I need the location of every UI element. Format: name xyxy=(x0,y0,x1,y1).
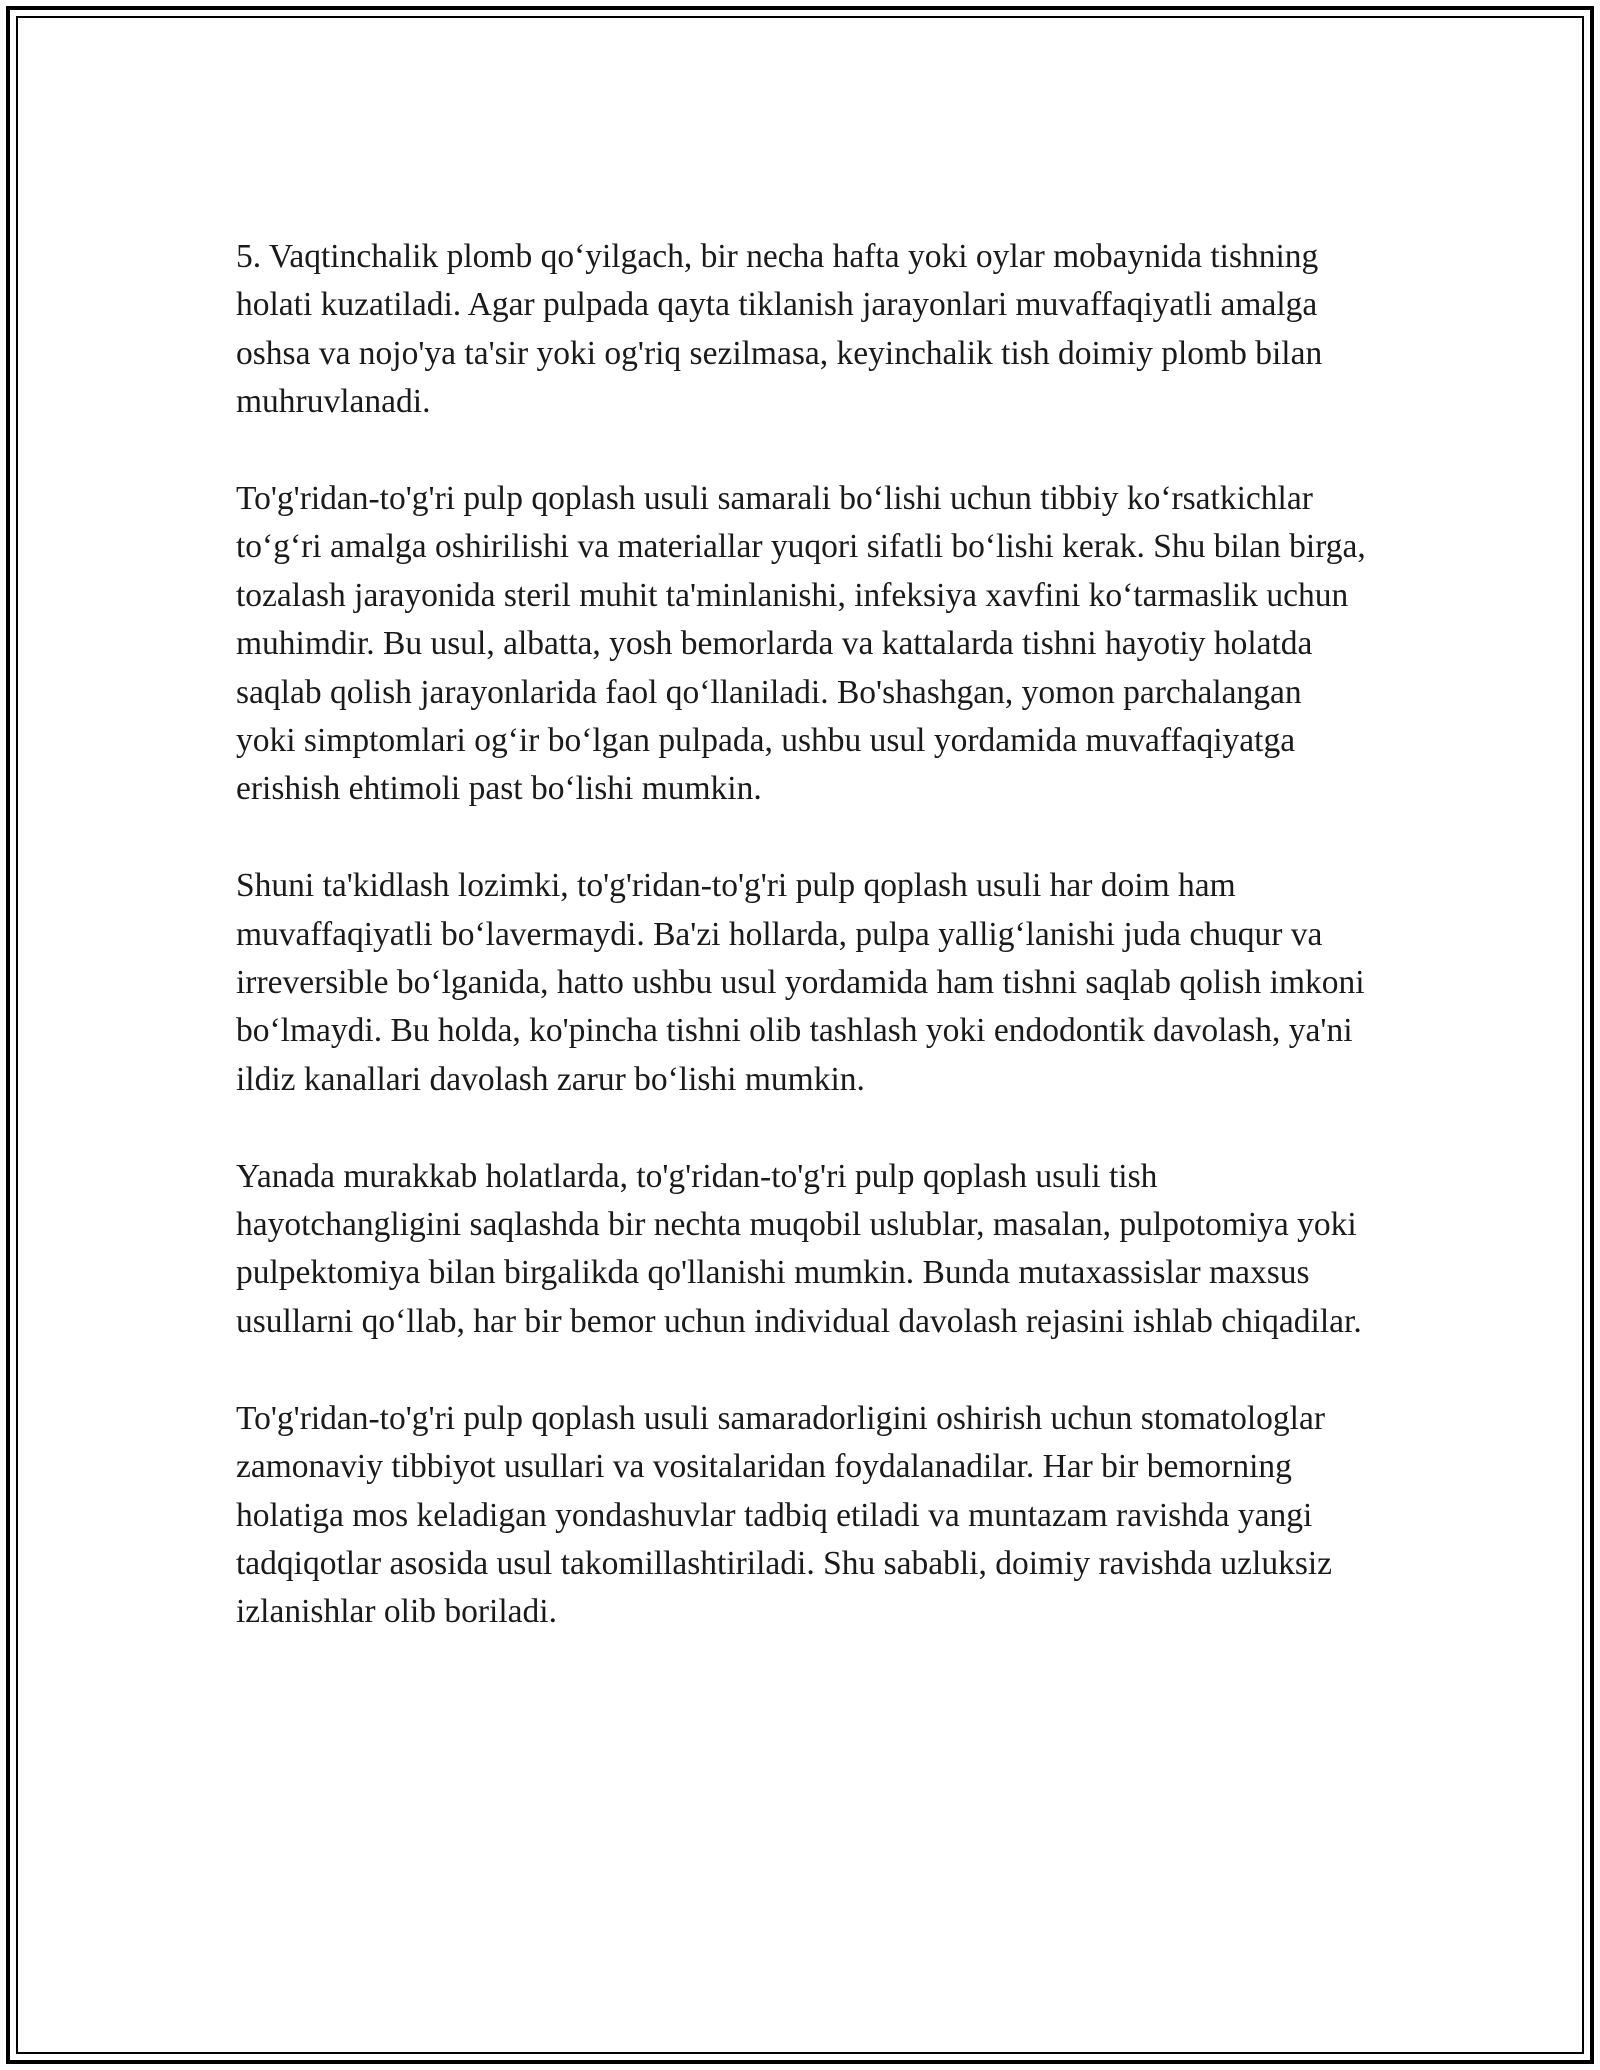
paragraph-2: To'g'ridan-to'g'ri pulp qoplash usuli samarali bo‘lishi uchun tibbiy ko‘rsatkichlar to‘g‘ri amalga oshirilishi va materiallar yuqori sifatli bo‘lishi kerak. Shu bilan birga, tozalash jarayonida steril muhit ta'minlanishi, infeksiya xavfini ko‘tarmaslik uchun muhimdir. Bu usul, albatta, yosh bemorlarda va kattalarda tishni hayotiy holatda saqlab qolish jarayonlarida faol qo‘llaniladi. Bo'shashgan, yomon parchalangan yoki simptomlari og‘ir bo‘lgan pulpada, ushbu usul yordamida muvaffaqiyatga erishish ehtimoli past bo‘lishi mumkin. xyxy=(236,480,1366,808)
document-body xyxy=(236,233,1366,1637)
paragraph-1: 5. Vaqtinchalik plomb qo‘yilgach, bir necha hafta yoki oylar mobaynida tishning holati kuzatiladi. Agar pulpada qayta tiklanish jarayonlari muvaffaqiyatli amalga oshsa va nojo'ya ta'sir yoki og'riq sezilmasa, keyinchalik tish doimiy plomb bilan muhruvlanadi. xyxy=(236,238,1323,421)
paragraph-4: Yanada murakkab holatlarda, to'g'ridan-to'g'ri pulp qoplash usuli tish hayotchangligini saqlashda bir nechta muqobil uslublar, masalan, pulpotomiya yoki pulpektomiya bilan birgalikda qo'llanishi mumkin. Bunda mutaxassislar maxsus usullarni qo‘llab, har bir bemor uchun individual davolash rejasini ishlab chiqadilar. xyxy=(236,1157,1362,1340)
paragraph-5: To'g'ridan-to'g'ri pulp qoplash usuli samaradorligini oshirish uchun stomatologlar zamonaviy tibbiyot usullari va vositalaridan foydalanadilar. Har bir bemorning holatiga mos keladigan yondashuvlar tadbiq etiladi va muntazam ravishda yangi tadqiqotlar asosida usul takomillashtiriladi. Shu sababli, doimiy ravishda uzluksiz izlanishlar olib boriladi. xyxy=(236,1399,1333,1631)
paragraph-3: Shuni ta'kidlash lozimki, to'g'ridan-to'g'ri pulp qoplash usuli har doim ham muvaffaqiyatli bo‘lavermaydi. Ba'zi hollarda, pulpa yallig‘lanishi juda chuqur va irreversible bo‘lganida, hatto ushbu usul yordamida ham tishni saqlab qolish imkoni bo‘lmaydi. Bu holda, ko'pincha tishni olib tashlash yoki endodontik davolash, ya'ni ildiz kanallari davolash zarur bo‘lishi mumkin. xyxy=(236,867,1365,1098)
